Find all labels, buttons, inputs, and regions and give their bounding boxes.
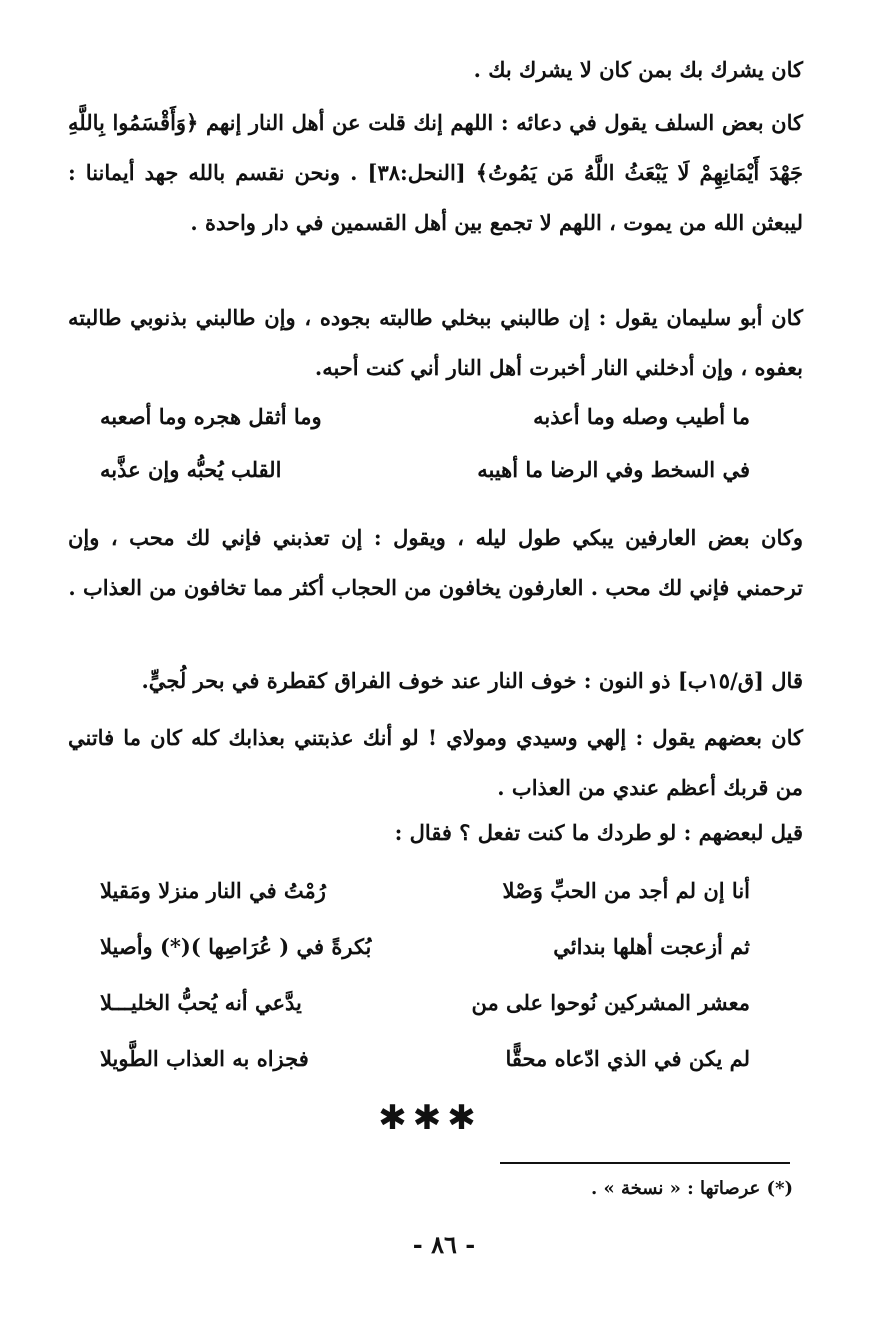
paragraph-2: كان بعض السلف يقول في دعائه : اللهم إنك قلت عن أهل النار إنهم ﴿وَأَقْسَمُوا بِاللَّهِ جَهْدَ أَيْمَانِهِمْ لَا يَبْعَثُ اللَّهُ مَن يَمُوتُ﴾ [النحل:٣٨] . ونحن نقسم بالله جهد أيماننا : ليبعثن الله من يموت ، اللهم لا تجمع بين أهل القسمين في دار واحدة . [68,110,804,235]
paragraph-6: قال [ق/١٥ب] ذو النون : خوف النار عند خوف الفراق كقطرة في بحر لُجيٍّ. [141,668,803,693]
hemistich-first: ما أطيب وصله وما أعذبه [533,404,750,429]
hemistich-second: بُكرةً في ( عُرَاصِها )(*) وأصيلا [100,934,372,959]
footnote: (*) عرصاتها : « نسخة » . [590,1178,793,1199]
hemistich-second: يدَّعي أنه يُحبُّ الخليـــلا [100,990,302,1015]
poem2-verse-4 [100,1046,750,1100]
hemistich-first: لم يكن في الذي ادّعاه محقًّا [505,1046,750,1071]
footnote-rule [500,1162,790,1164]
section-separator-stars: ✱✱✱ [378,1098,482,1138]
poem1-verse-1 [100,404,750,458]
page-number: - ٨٦ - [412,1230,476,1259]
paragraph-3: كان أبو سليمان يقول : إن طالبني ببخلي طالبته بجوده ، وإن طالبني بذنوبي طالبته بعفوه ، وإن أدخلني النار أخبرت أهل النار أني كنت أحبه. [68,305,803,380]
hemistich-first: ثم أزعجت أهلها بندائي [553,934,750,959]
hemistich-second: فجزاه به العذاب الطَّويلا [100,1046,309,1071]
hemistich-first: معشر المشركين نُوحوا على من [471,990,750,1015]
hemistich-first: في السخط وفي الرضا ما أهيبه [477,457,750,482]
poem2-verse-1 [100,878,750,932]
poem2-verse-2 [100,934,750,988]
paragraph-8: قيل لبعضهم : لو طردك ما كنت تفعل ؟ فقال : [394,820,803,845]
paragraph-5: وكان بعض العارفين يبكي طول ليله ، ويقول : إن تعذبني فإني لك محب ، وإن ترحمني فإني لك محب . العارفون يخافون من الحجاب أكثر مما تخافون من العذاب . [68,525,803,600]
hemistich-second: وما أثقل هجره وما أصعبه [100,404,322,429]
hemistich-second: القلب يُحبُّه وإن عذَّبه [100,457,282,482]
poem1-verse-2 [100,457,750,511]
hemistich-first: أنا إن لم أجد من الحبِّ وَصْلا [502,878,750,903]
poem2-verse-3 [100,990,750,1044]
paragraph-7: كان بعضهم يقول : إلهي وسيدي ومولاي ! لو أنك عذبتني بعذابك كله كان ما فاتني من قربك أعظم عندي من العذاب . [68,725,803,800]
hemistich-second: رُمْتُ في النار منزلا ومَقيلا [100,878,326,903]
paragraph-1: كان يشرك بك بمن كان لا يشرك بك . [473,57,803,82]
